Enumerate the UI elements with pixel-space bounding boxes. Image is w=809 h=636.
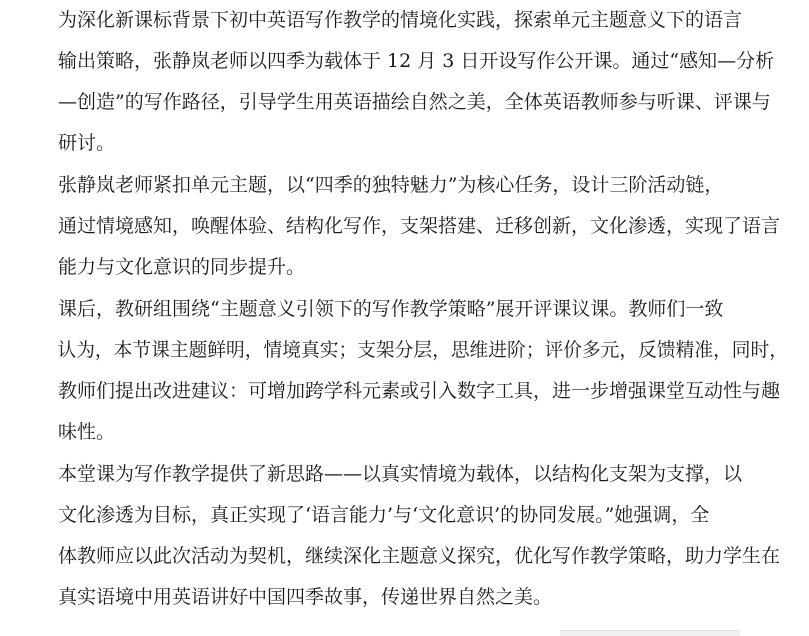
text-line: 本堂课为写作教学提供了新思路——以真实情境为载体，以结构化支架为支撑，以 bbox=[58, 463, 743, 485]
paragraph-1 bbox=[20, 0, 790, 164]
text-line: 真实语境中用英语讲好中国四季故事，传递世界自然之美。 bbox=[58, 586, 553, 608]
text-line: 教师们提出改进建议：可增加跨学科元素或引入数字工具，进一步增强课堂互动性与趣 bbox=[58, 380, 781, 402]
text-line: 认为，本节课主题鲜明，情境真实；支架分层，思维进阶；评价多元，反馈精准，同时， bbox=[57, 339, 789, 361]
paragraph-3 bbox=[20, 289, 790, 453]
text-line: 输出策略，张静岚老师以四季为载体于 12 月 3 日开设写作公开课。通过“感知—分析 bbox=[58, 50, 775, 72]
text-line: 张静岚老师紧扣单元主题，以“四季的独特魅力”为核心任务，设计三阶活动链， bbox=[58, 174, 724, 196]
text-line: 体教师应以此次活动为契机，继续深化主题意义探究，优化写作教学策略，助力学生在 bbox=[58, 545, 781, 567]
article-body bbox=[20, 0, 790, 618]
text-line: 文化渗透为目标，真正实现了‘语言能力’与‘文化意识’的协同发展。”她强调，全 bbox=[58, 504, 710, 526]
cropped-ui-edge bbox=[560, 630, 740, 636]
text-line: 课后，教研组围绕“主题意义引领下的写作教学策略”展开评课议课。教师们一致 bbox=[58, 298, 724, 320]
text-line: 能力与文化意识的同步提升。 bbox=[58, 256, 306, 278]
paragraph-2 bbox=[20, 165, 790, 288]
text-line: 为深化新课标背景下初中英语写作教学的情境化实践，探索单元主题意义下的语言 bbox=[58, 9, 743, 31]
paragraph-4 bbox=[20, 454, 790, 618]
text-line: 通过情境感知，唤醒体验、结构化写作，支架搭建、迁移创新，文化渗透，实现了语言 bbox=[58, 215, 781, 237]
text-line: 研讨。 bbox=[58, 132, 116, 154]
text-line: 味性。 bbox=[58, 421, 116, 443]
text-line: —创造”的写作路径，引导学生用英语描绘自然之美，全体英语教师参与听课、评课与 bbox=[58, 91, 771, 113]
